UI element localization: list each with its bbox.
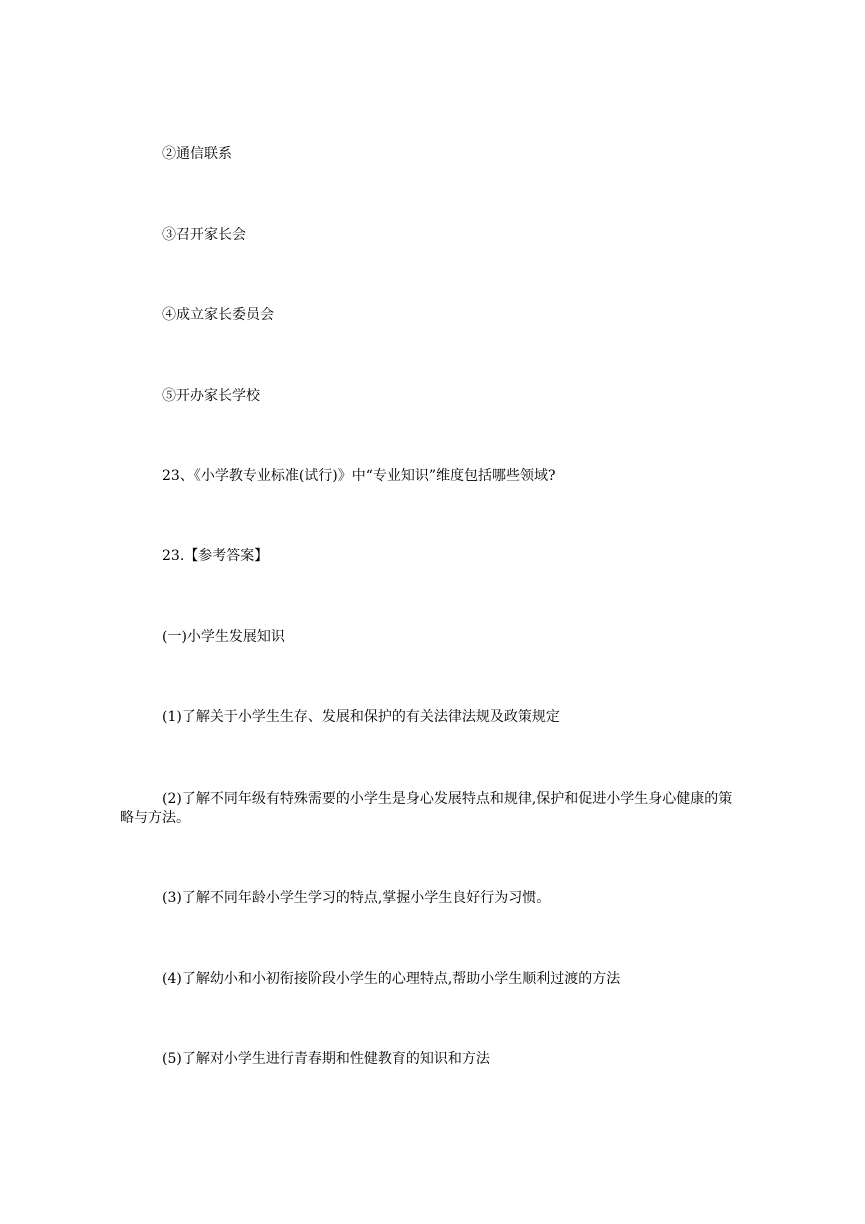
- question-23: 23、《小学教专业标准(试行)》中“专业知识”维度包括哪些领域?: [162, 468, 556, 484]
- answer-point-2: (2)了解不同年级有特殊需要的小学生是身心发展特点和规律,保护和促进小学生身心健康的策略与方法。: [120, 791, 733, 826]
- answer-point-4: (4)了解幼小和小初衔接阶段小学生的心理特点,帮助小学生顺利过渡的方法: [162, 971, 621, 987]
- answer-point-5: (5)了解对小学生进行青春期和性健教育的知识和方法: [162, 1051, 490, 1067]
- list-item-parent-meeting: ③召开家长会: [162, 227, 246, 243]
- answer-point-1: (1)了解关于小学生生存、发展和保护的有关法律法规及政策规定: [162, 709, 560, 725]
- list-item-parent-committee: ④成立家长委员会: [162, 307, 274, 323]
- answer-point-3: (3)了解不同年龄小学生学习的特点,掌握小学生良好行为习惯。: [162, 890, 551, 906]
- section-heading: (一)小学生发展知识: [162, 629, 285, 645]
- list-item-communication: ②通信联系: [162, 146, 232, 162]
- list-item-parent-school: ⑤开办家长学校: [162, 388, 260, 404]
- answer-heading: 23.【参考答案】: [162, 548, 269, 564]
